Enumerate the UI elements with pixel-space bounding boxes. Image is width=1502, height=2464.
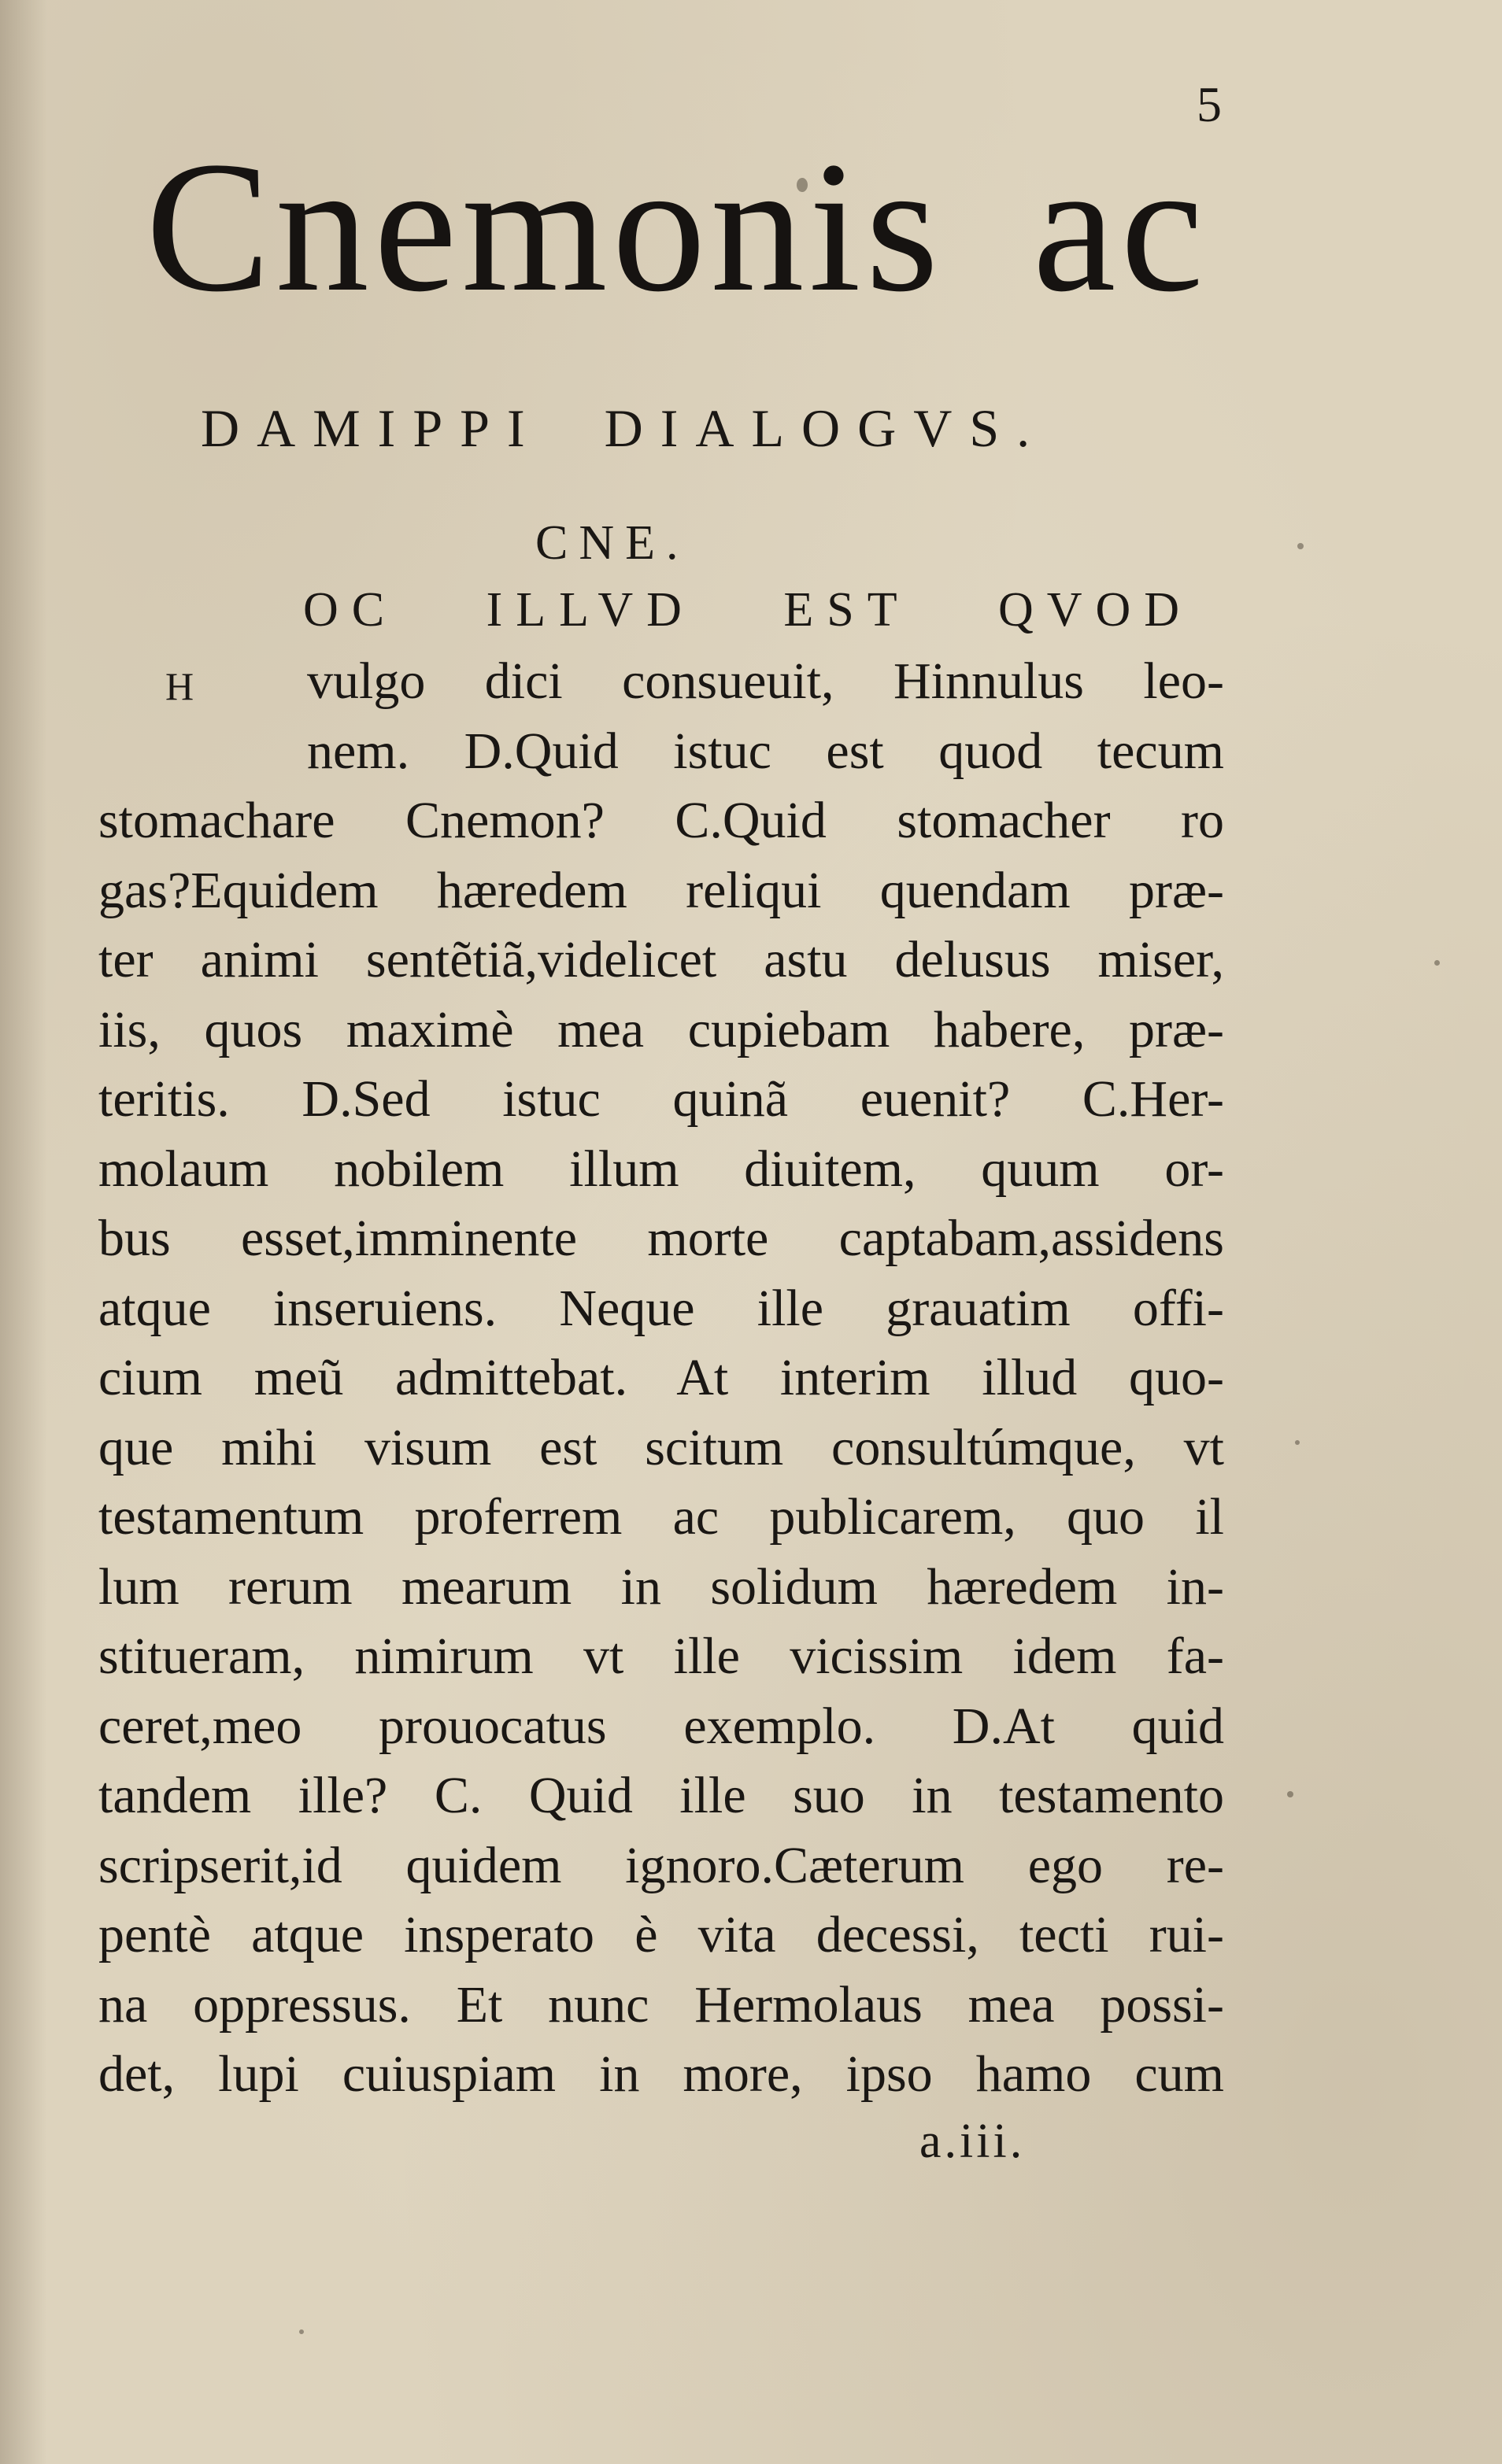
text-line: ter animi sentẽtiã,videlicet astu delusus miser,	[98, 931, 1224, 988]
initial-letter: H	[165, 664, 194, 708]
dialogue-subtitle: DAMIPPI DIALOGVS.	[201, 398, 1048, 458]
page-edge-shadow	[0, 0, 47, 2464]
text-line: testamentum proferrem ac publicarem, quo il	[98, 1488, 1224, 1546]
text-line: stitueram, nimirum vt ille vicissim idem fa-	[98, 1627, 1224, 1685]
paper-speck	[797, 178, 808, 192]
text-line: stomachare Cnemon? C.Quid stomacher ro	[98, 792, 1224, 849]
paper-speck	[1297, 543, 1304, 549]
text-line: lum rerum mearum in solidum hæredem in-	[98, 1557, 1224, 1616]
opening-capitals: OC ILLVD EST QVOD	[303, 583, 1193, 637]
text-line: iis, quos maximè mea cupiebam habere, præ-	[98, 1000, 1224, 1058]
text-line: tandem ille? C. Quid ille suo in testamento	[98, 1767, 1224, 1824]
text-line: teritis. D.Sed istuc quinã euenit? C.Her-	[98, 1070, 1224, 1128]
page-number: 5	[1197, 76, 1222, 132]
paper-speck	[1295, 1440, 1300, 1445]
text-line: gas?Equidem hæredem reliqui quendam præ-	[98, 861, 1224, 919]
speaker-heading: CNE.	[535, 516, 690, 570]
text-line: que mihi visum est scitum consultúmque, vt	[98, 1418, 1224, 1476]
text-line: vulgo dici consueuit, Hinnulus leo-	[307, 652, 1224, 710]
text-line: cium meũ admittebat. At interim illud quo-	[98, 1349, 1224, 1406]
text-line: atque inseruiens. Neque ille grauatim offi-	[98, 1279, 1224, 1337]
body-text	[98, 647, 1224, 2110]
dialogue-title: Cnemonis ac	[146, 124, 1209, 331]
text-line: pentè atque insperato è vita decessi, tecti rui-	[98, 1906, 1224, 1963]
paper-speck	[1434, 960, 1440, 966]
signature-mark: a.iii.	[919, 2115, 1026, 2168]
text-line: na oppressus. Et nunc Hermolaus mea possi-	[98, 1975, 1224, 2034]
paper-speck	[299, 2329, 304, 2334]
paper-speck	[1287, 1791, 1293, 1797]
text-line: ceret,meo prouocatus exemplo. D.At quid	[98, 1697, 1224, 1755]
text-line: bus esset,imminente morte captabam,assidens	[98, 1210, 1224, 1267]
text-line: det, lupi cuiuspiam in more, ipso hamo cum	[98, 2045, 1224, 2103]
text-line: scripserit,id quidem ignoro.Cæterum ego re-	[98, 1836, 1224, 1894]
text-line: nem. D.Quid istuc est quod tecum	[307, 722, 1224, 780]
text-line: molaum nobilem illum diuitem, quum or-	[98, 1140, 1224, 1198]
